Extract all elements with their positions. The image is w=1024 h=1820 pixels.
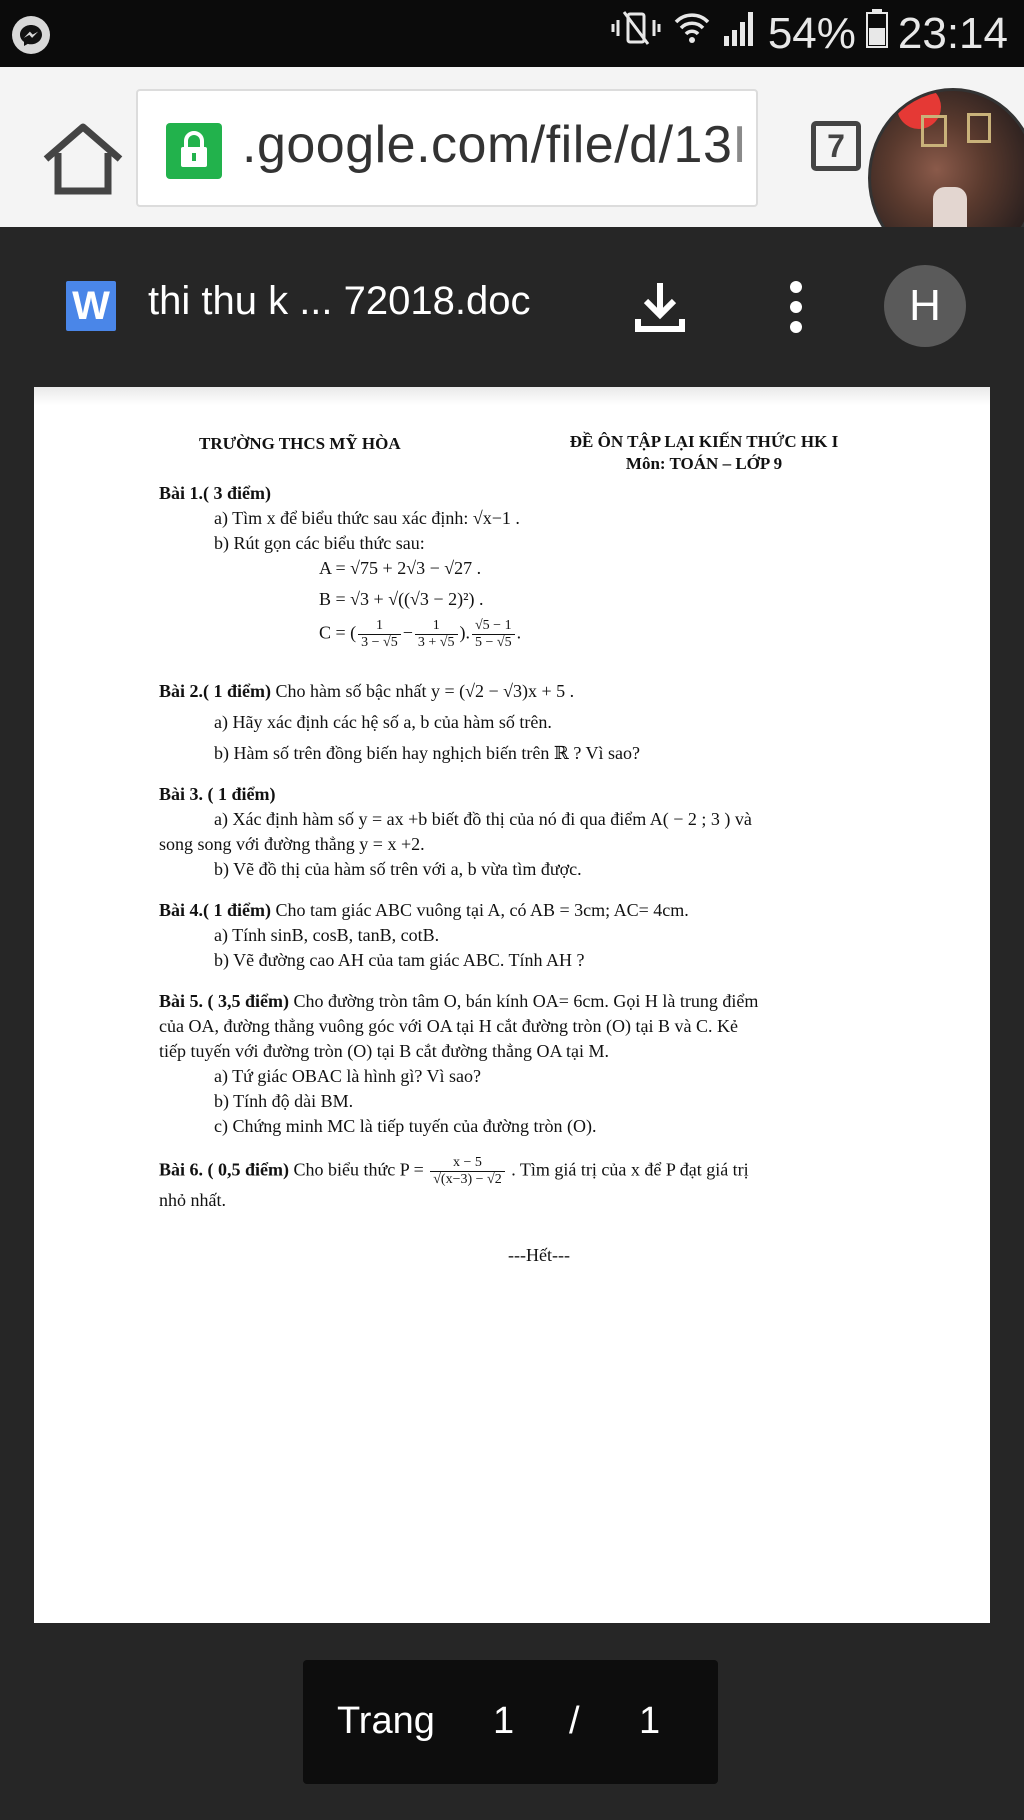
current-page: 1	[493, 1700, 515, 1742]
account-avatar[interactable]: H	[884, 265, 966, 347]
more-options-button[interactable]	[780, 279, 812, 335]
bai5-intro3: tiếp tuyến với đường tròn (O) tại B cắt đường thẳng OA tại M.	[159, 1041, 609, 1061]
file-title: thi thu k ... 72018.doc	[148, 279, 531, 323]
wifi-icon	[672, 8, 712, 59]
bai4-a: a) Tính sinB, cosB, tanB, cotB.	[214, 925, 440, 945]
bai5-c: c) Chứng minh MC là tiếp tuyến của đường tròn (O).	[214, 1116, 597, 1136]
mute-vibrate-icon	[610, 8, 662, 59]
status-bar	[0, 0, 1024, 67]
bai1-heading: Bài 1.( 3 điểm)	[159, 483, 271, 503]
url-text: .google.com/file/d/13I	[242, 116, 748, 174]
bai5-a: a) Tứ giác OBAC là hình gì? Vì sao?	[214, 1066, 482, 1086]
subject: Môn: TOÁN – LỚP 9	[625, 454, 783, 473]
bai5-intro2: của OA, đường thẳng vuông góc với OA tại H cắt đường tròn (O) tại B và C. Kẻ	[159, 1016, 738, 1036]
clock: 23:14	[897, 8, 1008, 58]
page-indicator	[303, 1660, 718, 1784]
bai3-b: b) Vẽ đồ thị của hàm số trên với a, b vừa tìm được.	[214, 859, 582, 879]
document-content	[159, 431, 919, 1268]
home-icon	[38, 119, 128, 199]
end-mark: ---Hết---	[508, 1245, 570, 1265]
more-vert-icon	[780, 279, 812, 335]
photo-detail	[921, 115, 947, 147]
bai1-C: C = ( $\frac{1}{3 - √5}$ − $\frac{1}{3 + √5}$ ). $\frac{√5 - 1}{5 - √5}$ .	[319, 618, 522, 650]
download-icon	[632, 279, 688, 335]
bai6-intro: Bài 6. ( 0,5 điểm) Cho biểu thức P = $\frac{x - 5}{√(x-3) - √2}$ . Tìm giá trị của x để P đạt giá trị	[159, 1155, 749, 1187]
exam-title: ĐỀ ÔN TẬP LẠI KIẾN THỨC HK I	[569, 432, 839, 451]
signal-icon	[722, 8, 758, 59]
bai1-B: B = √3 + √((√3 − 2)²) .	[319, 589, 484, 609]
page-separator: /	[569, 1700, 580, 1742]
bai6-line2: nhỏ nhất.	[159, 1190, 226, 1210]
bai1-a: a) Tìm x để biểu thức sau xác định: √x−1 .	[214, 508, 520, 528]
document-page[interactable]	[34, 387, 990, 1623]
secure-lock-icon	[166, 123, 222, 179]
school-name: TRƯỜNG THCS MỸ HÒA	[199, 434, 401, 453]
file-viewer-header	[0, 227, 1024, 387]
bai3-a2: song song với đường thẳng y = x +2.	[159, 834, 425, 854]
bai4-b: b) Vẽ đường cao AH của tam giác ABC. Tính AH ?	[214, 950, 585, 970]
page-label: Trang	[337, 1700, 435, 1742]
address-bar[interactable]	[136, 89, 758, 207]
word-file-icon: W	[66, 281, 116, 331]
bai5-b: b) Tính độ dài BM.	[214, 1091, 354, 1111]
tab-switcher-button[interactable]: 7	[811, 121, 861, 171]
bai3-heading: Bài 3. ( 1 điểm)	[159, 784, 276, 804]
battery-percent: 54%	[767, 8, 856, 58]
bai4-intro: Bài 4.( 1 điểm) Cho tam giác ABC vuông tại A, có AB = 3cm; AC= 4cm.	[159, 900, 689, 920]
battery-icon	[866, 8, 888, 59]
messenger-icon	[12, 16, 50, 54]
bai1-A: A = √75 + 2√3 − √27 .	[319, 558, 482, 578]
total-pages: 1	[639, 1700, 661, 1742]
download-button[interactable]	[632, 279, 688, 335]
bai2-a: a) Hãy xác định các hệ số a, b của hàm số trên.	[214, 712, 552, 732]
bai1-b: b) Rút gọn các biểu thức sau:	[214, 533, 425, 553]
bai2-b: b) Hàm số trên đồng biến hay nghịch biến trên ℝ ? Vì sao?	[214, 743, 641, 763]
bai5-intro: Bài 5. ( 3,5 điểm) Cho đường tròn tâm O, bán kính OA= 6cm. Gọi H là trung điểm	[159, 991, 759, 1011]
bai2-intro: Bài 2.( 1 điểm) Cho hàm số bậc nhất y = (√2 − √3)x + 5 .	[159, 681, 575, 701]
bai3-a1: a) Xác định hàm số y = ax +b biết đồ thị của nó đi qua điểm A( − 2 ; 3 ) và	[214, 809, 752, 829]
photo-detail	[967, 113, 991, 143]
home-button[interactable]	[38, 119, 128, 199]
